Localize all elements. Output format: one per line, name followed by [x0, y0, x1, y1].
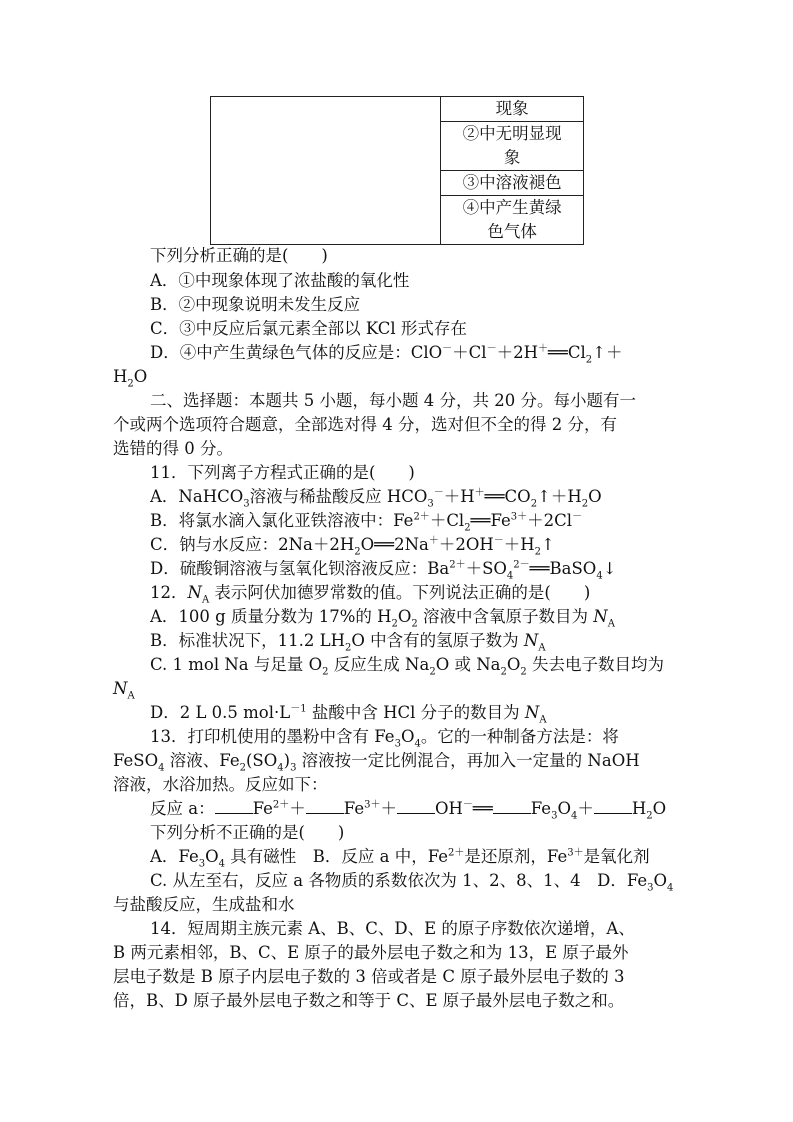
q11-option-a: A．NaHCO$_3$溶液与稀盐酸反应 $HCO_3^-+H^+══CO_2↑+H_2O$ — [150, 487, 602, 510]
section2-line1: 二、选择题：本题共 5 小题，每小题 4 分，共 20 分。每小题有一 — [150, 391, 636, 410]
q14-line1: 14．短周期主族元素 A、B、C、D、E 的原子序数依次递增，A、 — [150, 919, 635, 938]
q13-ask: 下列分析不正确的是( ) — [150, 823, 345, 842]
q12-option-c-cont: $N_A$ — [113, 679, 135, 702]
table-header: 现象 — [441, 97, 584, 122]
q10-option-a: A．①中现象体现了浓盐酸的氧化性 — [150, 271, 410, 290]
q14-line3: 层电子数是 B 原子内层电子数的 3 倍或者是 C 原子最外层电子数的 3 — [113, 967, 625, 986]
q13-option-ab: A．$Fe_3O_4$ 具有磁性 B．反应 a 中，$Fe^{2+}$是还原剂，$Fe^{3+}$是氧化剂 — [150, 847, 650, 870]
q13-prompt-line2: FeSO$_4$ 溶液、$Fe_2(SO_4)_3$ 溶液按一定比例混合，再加入一定量的 NaOH — [113, 751, 640, 774]
experiment-table — [210, 96, 584, 245]
q13-reaction: 反应 a： $Fe^{2+}+ Fe^{3+}+$ OH－══ $Fe_3O_4+ H_2O$ — [150, 799, 667, 822]
q13-option-cd: C. 从左至右，反应 a 各物质的系数依次为 1、2、8、1、4 D．$Fe_3O_4$ — [150, 871, 674, 894]
q13-option-cd-cont: 与盐酸反应，生成盐和水 — [113, 895, 295, 914]
section2-line3: 选错的得 0 分。 — [113, 439, 233, 458]
table-blank-cell — [211, 97, 441, 245]
q12-prompt: 12．$N_A$ 表示阿伏加德罗常数的值。下列说法正确的是( ) — [150, 583, 591, 606]
q13-prompt-line1: 13．打印机使用的墨粉中含有 $Fe_3O_4$。它的一种制备方法是：将 — [150, 727, 619, 750]
q11-prompt: 11．下列离子方程式正确的是( ) — [150, 463, 415, 482]
q10-option-c: C．③中反应后氯元素全部以 KCl 形式存在 — [150, 319, 467, 338]
q14-line4: 倍，B、D 原子最外层电子数之和等于 C、E 原子最外层电子数之和。 — [113, 991, 625, 1010]
table-row-3: ③中溶液褪色 — [441, 171, 584, 196]
q12-option-a: A．100 g 质量分数为 17%的 $H_2O_2$ 溶液中含氧原子数目为 $N_A$ — [150, 607, 615, 630]
q13-prompt-line3: 溶液，水浴加热。反应如下： — [113, 775, 328, 794]
q10-option-d: D．④中产生黄绿色气体的反应是：$ClO^-+Cl^-+2H^+══Cl_2↑+$ — [150, 343, 623, 366]
table-row-2: ②中无明显现 象 — [441, 122, 584, 171]
q12-option-b: B．标准状况下，11.2 $LH_2O$ 中含有的氢原子数为 $N_A$ — [150, 631, 546, 654]
q10-option-b: B．②中现象说明未发生反应 — [150, 295, 361, 314]
table-row-4: ④中产生黄绿 色气体 — [441, 196, 584, 245]
q12-option-d: D．2 L 0.5 $mol\cdot L^{-1}$ 盐酸中含 HCl 分子的数目为 $N_A$ — [150, 703, 547, 726]
q11-option-c: C．钠与水反应：$2Na+2H_2O══2Na^++2OH^-+H_2↑$ — [150, 535, 555, 558]
q11-option-b: B．将氯水滴入氯化亚铁溶液中：$Fe^{2+}+Cl_2══Fe^{3+}+2Cl^-$ — [150, 511, 583, 534]
q14-line2: B 两元素相邻，B、C、E 原子的最外层电子数之和为 13，E 原子最外 — [113, 943, 629, 962]
q10-prompt: 下列分析正确的是( ) — [150, 246, 328, 265]
section2-line2: 个或两个选项符合题意，全部选对得 4 分，选对但不全的得 2 分，有 — [113, 415, 617, 434]
q11-option-d: D．硫酸铜溶液与氢氧化钡溶液反应：$Ba^{2+}+SO_4^{2-}══BaSO_4↓$ — [150, 559, 617, 582]
q10-option-d-cont: $H_2O$ — [113, 367, 148, 390]
q12-option-c: C. 1 mol Na 与足量 $O_2$ 反应生成 $Na_2O$ 或 $Na_2O_2$ 失去电子数目均为 — [150, 655, 665, 678]
